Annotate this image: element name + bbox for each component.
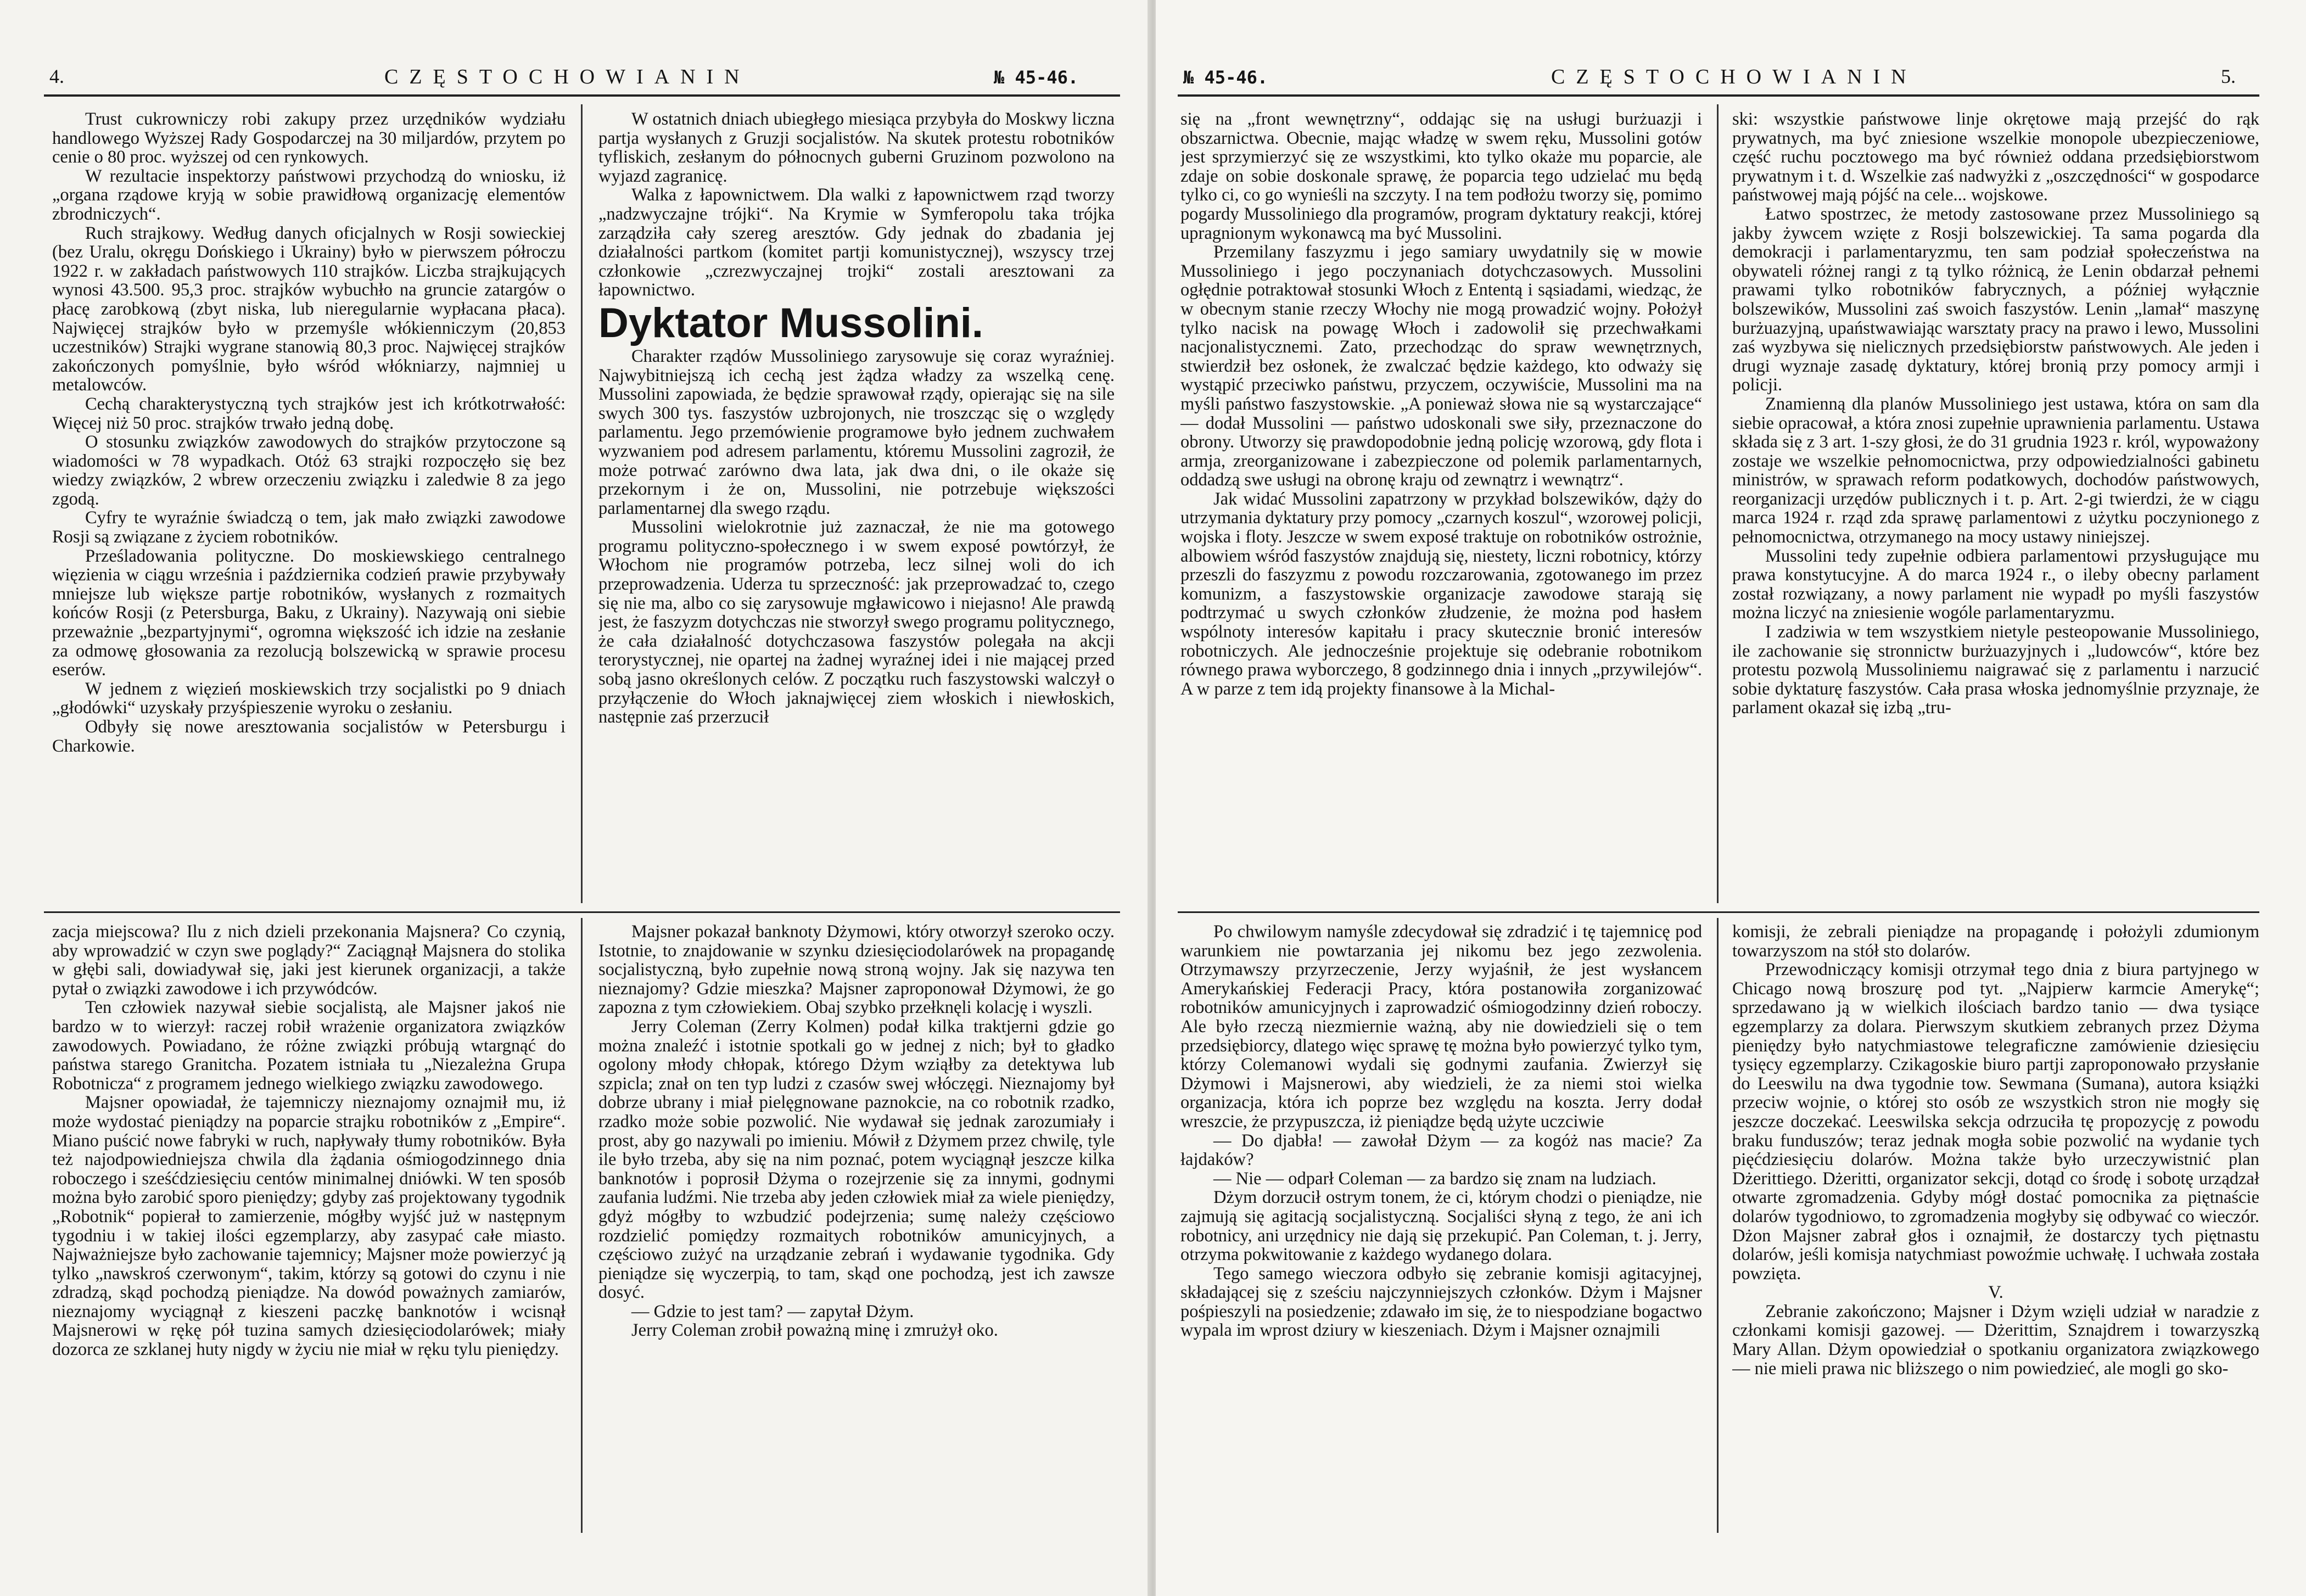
column-divider — [1717, 918, 1719, 1533]
issue-number: № 45-46. — [1183, 67, 1268, 88]
paragraph: Znamienną dla planów Mussoliniego jest ustawa, która on sam dla siebie opracował, a która znosi zupełnie uprawnienia parlamentu. Ustawa składa się z 3 art. 1-szy głosi, że do 31 grudnia 1923 r. król, wypoważony zostaje we wszelkie pełnomocnictwa, przy odpowiedzialności gabinetu ministrów, w sprawach reform podatkowych, dochodów państwowych, reorganizacji urzędów publicznych i t. p. Art. 2-gi twierdzi, że w ciągu marca 1924 r. rząd zda sprawę parlamentowi z użytku poczynionego z pełnomocnictwa, otrzymanego na mocy ustawy niniejszej. — [1732, 394, 2259, 547]
issue-number: № 45-46. — [994, 67, 1079, 88]
paragraph: Tego samego wieczora odbyło się zebranie komisji agitacyjnej, składającej się z sześciu najczynniejszych członków. Dżym i Majsner pośpieszyli na posiedzenie; zdawało im się, że to niespodziane bogactwo wypala im wprost dziury w kieszeniach. Dżym i Majsner oznajmili — [1180, 1263, 1702, 1341]
paragraph: — Gdzie to jest tam? — zapytał Dżym. — [631, 1301, 914, 1321]
left-page — [0, 0, 1150, 1596]
left-column-2-story — [598, 922, 1115, 1532]
paragraph: Jerry Coleman zrobił poważną minę i zmrużył oko. — [631, 1320, 998, 1341]
paragraph: Walka z łapownictwem. Dla walki z łapownictwem rząd tworzy „nadzwyczajne trójki“. Na Krymie w Symferopolu taka trójka zarządziła cały szereg aresztów. Gdy jednak do zbadania jej działalności partkom (komitet partji komunistycznej), wszyscy trzej członkowie „czrezwyczajnej trojki“ zostali aresztowani za łapownictwo. — [598, 185, 1115, 300]
paragraph: I zadziwia w tem wszystkiem nietyle pesteopowanie Mussoliniego, ile zachowanie się stronnictw burżuazyjnych i „ludowców“, które bez protestu pozwolą Mussoliniemu naigrawać się z parlamentu i narzucić sobie dyktaturę faszystów. Cała prasa włoska jednomyślnie przyznaje, że parlament okazał się izbą „tru- — [1732, 622, 2259, 718]
left-column-2-news — [598, 110, 1115, 900]
paragraph: Przewodniczący komisji otrzymał tego dnia z biura partyjnego w Chicago nową broszurę pod tyt. „Najpierw karmcie Amerykę“; sprzedawano ją w wielkich ilościach bardzo tanio — dwa tysiące egzemplarzy za dolara. Pierwszym skutkiem zebranych przez Dżyma pieniędzy było natychmiastowe telegraficzne zamówienie dziesięciu tysięcy egzemplarzy. Czikagoskie biuro partji zaproponowało przysłanie do Leeswilu na dwa tygodnie tow. Sewmana (Sumana), autora książki przeciw wojnie, o której sto osób ze wszystkich stron nie mogły się jeszcze doczekać. Leeswilska sekcja odrzuciła tę propozycję z powodu braku funduszów; teraz jednak mogła sobie pozwolić na wydanie tych pięćdziesięciu dolarów. Można także było urzeczywistnić plan Dżerittiego. Dżeritti, organizator sekcji, dotąd co środę i sobotę urządzał otwarte zgromadzenia. Gdyby mógł dostać pomocnika za piętnaście dolarów tygodniowo, to zgromadzenia mogłyby się odbywać co wieczór. Dżon Majsner zabrał głos i oznajmił, że dostarczy tych piętnastu dolarów, jeśli komisja natychmiast powoźmie uchwałę. I uchwała została powzięta. — [1732, 960, 2259, 1284]
paragraph: zacja miejscowa? Ilu z nich dzieli przekonania Majsnera? Co czynią, aby wprowadzić w czyn swe poglądy?“ Zaciągnął Majsnera do stolika w głębi sali, dowiadywał się, jaki jest kierunek organizacji, a także pytał o związki zawodowe i ich przywódców. — [52, 922, 566, 999]
page-number: 5. — [2221, 65, 2236, 87]
right-page — [1156, 0, 2306, 1596]
paragraph: się na „front wewnętrzny“, oddając się na usługi burżuazji i obszarnictwa. Obecnie, mając władzę w swem ręku, Mussolini gotów jest sprzymierzyć się ze wszystkimi, kto tylko okaże mu poparcie, ale zdaje on sobie doskonale sprawę, że poparcia tego udzielać mu będą tylko ci, co go wynieśli na szczyty. I na tem podłożu tworzy się, pomimo pogardy Mussoliniego dla programów, program dyktatury reakcji, której upragnionym wykonawcą ma być Mussolini. — [1180, 110, 1702, 243]
section-rule — [44, 911, 1120, 913]
paragraph: Łatwo spostrzec, że metody zastosowane przez Mussoliniego są jakby żywcem wzięte z Rosji bolszewickiej. Ta sama pogarda dla demokracji i parlamentaryzmu, ten sam podział społeczeństwa na obywateli różnej rangi z tą tylko różnicą, że Lenin obdarzał pełnemi prawami tylko robotników fabrycznych, a później wyłącznie bolszewików, Mussolini zaś swoich faszystów. Lenin „lamał“ maszynę burżuazyjną, upaństwawiając warsztaty pracy na prawo i lewo, Mussolini zaś wyzbywa się nielicznych przedsiębiorstw państwowych. Ale jeden i drugi wyznaje zasadę dyktatury, której bronią przy pomocy armji i policji. — [1732, 204, 2259, 395]
right-column-2-story — [1732, 922, 2259, 1532]
paragraph: — Do djabła! — zawołał Dżym — za kogóż nas macie? Za łajdaków? — [1180, 1130, 1702, 1170]
paragraph: Zebranie zakończono; Majsner i Dżym wzięli udział w naradzie z członkami komisji gazowej. — Dżerittim, Sznajdrem i towarzyszką Mary Allan. Dżym opowiedział o spotkaniu organizatora związkowego — nie mieli prawa nic bliższego o nim powiedzieć, ale mogli go sko- — [1732, 1301, 2259, 1379]
right-column-1-news — [1180, 110, 1702, 900]
paragraph: W rezultacie inspektorzy państwowi przychodzą do wniosku, iż „organa rządowe kryją w sobie prawidłową organizację elementów zbrodniczych“. — [52, 166, 566, 224]
paragraph: Cyfry te wyraźnie świadczą o tem, jak mało związki zawodowe Rosji są związane z życiem robotników. — [52, 508, 566, 547]
right-column-1-story — [1180, 922, 1702, 1532]
paragraph: ski: wszystkie państwowe linje okrętowe mają przejść do rąk prywatnych, ma być zniesione wszelkie monopole ubezpieczeniowe, część ruchu pocztowego ma być również oddana przedsiębiorstwom prywatnym i t. d. Wszelkie zaś nadwyżki z „oszczędności“ w gospodarce państwowej mają pójść na cele... wojskowe. — [1732, 110, 2259, 205]
right-page-header — [1156, 65, 2306, 98]
paragraph: Dżym dorzucił ostrym tonem, że ci, którym chodzi o pieniądze, nie zajmują się agitacją socjalistyczną. Socjaliści słyną z tego, że ani ich robotnicy, ani urzędnicy nie dają się przekupić. Pan Coleman, t. j. Jerry, otrzyma pokwitowanie z każdego wydanego dolara. — [1180, 1188, 1702, 1265]
paragraph: — Nie — odparł Coleman — za bardzo się znam na ludziach. — [1213, 1168, 1656, 1189]
paragraph: Majsner pokazał banknoty Dżymowi, który otworzył szeroko oczy. Istotnie, to znajdowanie w szynku dziesięciodolarówek na propagandę socjalistyczną, było zupełnie nową stroną wojny. Jak się nazywa ten nieznajomy? Gdzie mieszka? Majsner zaproponował Dżymowi, że go zapozna z tym człowiekiem. Obaj szybko przełknęli kolację i wyszli. — [598, 922, 1115, 1018]
paragraph: V. — [1988, 1283, 2003, 1303]
section-rule — [1178, 911, 2259, 913]
paragraph: Ten człowiek nazywał siebie socjalistą, ale Majsner jakoś nie bardzo w to wierzył: raczej robił wrażenie organizatora związków zawodowych. Powiadano, że różne związki próbują wtargnąć do państwa starego Granitcha. Pozatem istniała tu „Niezależna Grupa Robotnicza“ z programem jednego wielkiego związku zawodowego. — [52, 998, 566, 1094]
paragraph: Trust cukrowniczy robi zakupy przez urzędników wydziału handlowego Wyższej Rady Gospodarczej na 30 miljardów, przytem po cenie o 80 proc. wyższej od cen rynkowych. — [52, 110, 566, 167]
column-divider — [1717, 104, 1719, 903]
right-column-2-news — [1732, 110, 2259, 900]
paragraph: W ostatnich dniach ubiegłego miesiąca przybyła do Moskwy liczna partja wysłanych z Gruzji socjalistów. Na skutek protestu robotników tyfliskich, zesłanym do północnych guberni Gruzinom pozwolono na wyjazd zagranicę. — [598, 110, 1115, 186]
left-column-1-story — [52, 922, 566, 1532]
paragraph: Przemilany faszyzmu i jego samiary uwydatnily się w mowie Mussoliniego i jego poczynaniach dotychczasowych. Mussolini ogłędnie potraktował stosunki Włoch z Ententą i sąsiadami, wiedząc, że w obecnym stanie rzeczy Włochy nie mogą prowadzić wojny. Położył tylko nacisk na powagę Włoch i zadowolił się przechwałkami nacjonalistycznemi. Zato, przechodząc do spraw wewnętrznych, stwierdził bez osłonek, że zwalczać będzie każdego, kto odważy się wystąpić przeciwko państwu, przyczem, oczywiście, Mussolini ma na myśli państwo faszystowskie. „A ponieważ słowa nie są wystarczające“ — dodał Mussolini — państwo udoskonali swe siły, przeznaczone do obrony. Utworzy się prawdopodobnie jedną policję wzorową, gdy flota i armja, zreorganizowane i zabezpieczone od polemik parlamentarnych, oddadzą swe usługi na obronę kraju od zewnątrz i wewnątrz“. — [1180, 242, 1702, 490]
page-number: 4. — [49, 65, 64, 87]
left-page-header — [0, 65, 1150, 98]
paragraph: Jerry Coleman (Zerry Kolmen) podał kilka traktjerni gdzie go można znaleźć i istotnie spotkali go w jednej z nich; był to gładko ogolony młody chłopak, którego Dżym wziąłby za detektywa lub szpicla; znał on ten typ ludzi z czasów swej włóczęgi. Nieznajomy był dobrze ubrany i miał pielęgnowane paznokcie, na co robotnik rzadko, rzadko może sobie pozwolić. Nie wydawał się jednak zarozumiały i prost, aby go nazywali po imieniu. Mówił z Dżymem przez chwilę, tyle ile było trzeba, aby się na nim poznać, potem wyciągnął jeszcze kilka banknotów i poprosił Dżyma o rozejrzenie się za innymi, godnymi zaufania ludźmi. Nie trzeba aby jeden człowiek miał za wiele pieniędzy, gdyż mógłby to wzbudzić podejrzenia; sumę należy częściowo rozdzielić pomiędzy rozmaitych robotników amunicyjnych, a częściowo zużyć na urządzanie zebrań i wydawanie tygodnika. Gdy pieniądze się wyczerpią, to tam, skąd one pochodzą, jest ich zawsze dosyć. — [598, 1016, 1115, 1303]
paragraph: Prześladowania polityczne. Do moskiewskiego centralnego więzienia w ciągu września i października codzień prawie przybywały mniejsze lub większe partje robotników, wysłanych z rozmaitych końców Rosji (z Petersburga, Baku, z Ukrainy). Nazywają oni siebie przeważnie „bezpartyjnymi“, ogromna większość ich idzie na zesłanie za odmowę głosowania za rezolucją bolszewicką w sprawie procesu eserów. — [52, 546, 566, 680]
header-rule — [44, 94, 1120, 97]
paragraph: Odbyły się nowe aresztowania socjalistów w Petersburgu i Charkowie. — [52, 717, 566, 756]
paragraph: Mussolini wielokrotnie już zaznaczał, że nie ma gotowego programu polityczno-społecznego i w swem exposé powtórzył, że Włochom nie programów potrzeba, lecz silnej woli do ich przeprowadzenia. Uderza tu sprzeczność: jak przeprowadzać to, czego się nie ma, albo co się zarysowuje mgławicowo i niejasno! Ale prawdą jest, że faszyzm dotychczas nie stworzył swego programu politycznego, że cała działalność dotychczasowa faszystów polegała na akcji terorystycznej, nie opartej na żadnej wyraźnej idei i nie mającej przed sobą jasno określonych celów. Z początku ruch faszystowski walczył o przyłączenie do Włoch jaknajwięcej ziem włoskich i niewłoskich, następnie zaś przerzucił — [598, 517, 1115, 727]
paragraph: Majsner opowiadał, że tajemniczy nieznajomy oznajmił mu, iż może wydostać pieniądzy na poparcie strajku robotników z „Empire“. Miano puścić nowe fabryki w ruch, napływały tłumy robotników. Była też najodpowiedniejsza chwila dla żądania ośmiogodzinnego dnia roboczego i sześćdziesięciu centów minimalnej dniówki. W ten sposób można było zarobić sporo pieniędzy; gdyby zaś projektowany tygodnik „Robotnik“ popierał to zamierzenie, mógłby wyjść już w następnym tygodniu i w takiej ilości egzemplarzy, aby zasypać całe miasto. Najważniejsze było zachowanie tajemnicy; Majsner może powierzyć ją tylko „nawskroś czerwonym“, takim, którzy są gotowi do czynu i nie zdradzą, skąd pochodzą pieniądze. Na dowód poważnych zamiarów, nieznajomy wyciągnął z kieszeni paczkę banknotów i wcisnął Majsnerowi w rękę pół tuzina samych dziesięciodolarówek; miały dozorca ze szklanej huty nigdy w życiu nie miał w ręku tylu pieniędzy. — [52, 1093, 566, 1360]
paragraph: Charakter rządów Mussoliniego zarysowuje się coraz wyraźniej. Najwybitniejszą ich cechą jest żądza władzy za wszelką cenę. Mussolini zapowiada, że będzie sprawował rządy, opierając się na sile swych 300 tys. faszystów uzbrojonych, nie troszcząc się o względy parlamentu. Jego przemówienie programowe było jednem zuchwałem wyzwaniem pod adresem parlamentu, któremu Mussolini zagroził, że może potrwać zarówno dwa lata, jak dwa dni, o ile okaże się przekornym i że on, Mussolini, nie potrzebuje większości parlamentarnej dla swego rządu. — [598, 346, 1115, 518]
running-title: CZĘSTOCHOWIANIN — [384, 65, 751, 88]
column-divider — [581, 104, 583, 903]
paragraph: Po chwilowym namyśle zdecydował się zdradzić i tę tajemnicę pod warunkiem nie powtarzania jej nikomu bez jego zezwolenia. Otrzymawszy przyrzeczenie, Jerzy wyjaśnił, że jest wysłancem Amerykańskiej Federacji Pracy, która postanowiła zorganizować robotników amunicyjnych i zaprowadzić ośmiogodzinny dzień roboczy. Ale było rzeczą niezmiernie ważną, aby nie dowiedzieli się o tem przedsiębiorcy, dlatego więc sprawę tę można było powierzyć tylko tym, którzy Colemanowi wydali się godnymi zaufania. Zwierzył się Dżymowi i Majsnerowi, aby wiedzieli, że za niemi stoi wielka organizacja, która ich poprze bez względu na koszta. Jerry dodał wreszcie, że przypuszcza, iż pieniądze będą użyte uczciwie — [1180, 922, 1702, 1132]
paragraph: O stosunku związków zawodowych do strajków przytoczone są wiadomości w 78 wypadkach. Otóż 63 strajki rozpoczęło się bez wiedzy związków, 2 wbrew orzeczeniu związku i zaledwie 8 za jego zgodą. — [52, 432, 566, 509]
paragraph: Mussolini tedy zupełnie odbiera parlamentowi przysługujące mu prawa konstytucyjne. A do marca 1924 r., o ileby obecny parlament został rozwiązany, a nowy parlament nie wypadł po myśli faszystów można liczyć na zniesienie wogóle parlamentaryzmu. — [1732, 546, 2259, 623]
running-title: CZĘSTOCHOWIANIN — [1551, 65, 1917, 88]
column-divider — [581, 918, 583, 1533]
paragraph: Jak widać Mussolini zapatrzony w przykład bolszewików, dąży do utrzymania dyktatury przy pomocy „czarnych koszul“, wzorowej policji, wojska i floty. Jeszcze w swem exposé traktuje on robotników ostrożnie, albowiem wśród faszystów znajdują się, niestety, liczni robotnicy, którzy przeszli do faszyzmu z powodu rozczarowania, zgotowanego im przez komunizm, a faszystowskie organizacje zawodowe starają się podtrzymać u swych członków złudzenie, że można pod hasłem wspólnoty interesów kapitału i pracy skutecznie bronić interesów robotniczych. Ale jednocześnie projektuje się odebranie robotnikom równego prawa wyborczego, 8 godzinnego dnia i innych „przywilejów“. A w parze z tem idą projekty finansowe à la Michal- — [1180, 489, 1702, 699]
headline-dyktator-mussolini: Dyktator Mussolini. — [598, 299, 983, 346]
header-rule — [1178, 94, 2259, 97]
paragraph: komisji, że zebrali pieniądze na propagandę i położyli zdumionym towarzyszom na stół sto dolarów. — [1732, 922, 2259, 961]
paragraph: W jednem z więzień moskiewskich trzy socjalistki po 9 dniach „głodówki“ uzyskały przyśpieszenie wyroku o zesłaniu. — [52, 679, 566, 718]
left-column-1-news — [52, 110, 566, 900]
paragraph: Cechą charakterystyczną tych strajków jest ich krótkotrwałość: Więcej niż 50 proc. strajków trwało jedną dobę. — [52, 394, 566, 433]
paragraph: Ruch strajkowy. Według danych oficjalnych w Rosji sowieckiej (bez Uralu, okręgu Dońskiego i Ukrainy) było w pierwszem półroczu 1922 r. w zakładach państwowych 110 strajków. Liczba strajkujących wynosi 43.500. 95,3 proc. strajków wybuchło na gruncie zatargów o płacę zarobkową (zbyt niska, lub nieregularnie wypłacana płaca). Najwięcej strajków było w przemyśle włókienniczym (20,853 uczestników) Strajki wygrane stanowią 80,3 proc. Najwięcej strajków zakończonych pomyślnie, było wśród włókniarzy, najmniej u metalowców. — [52, 223, 566, 395]
